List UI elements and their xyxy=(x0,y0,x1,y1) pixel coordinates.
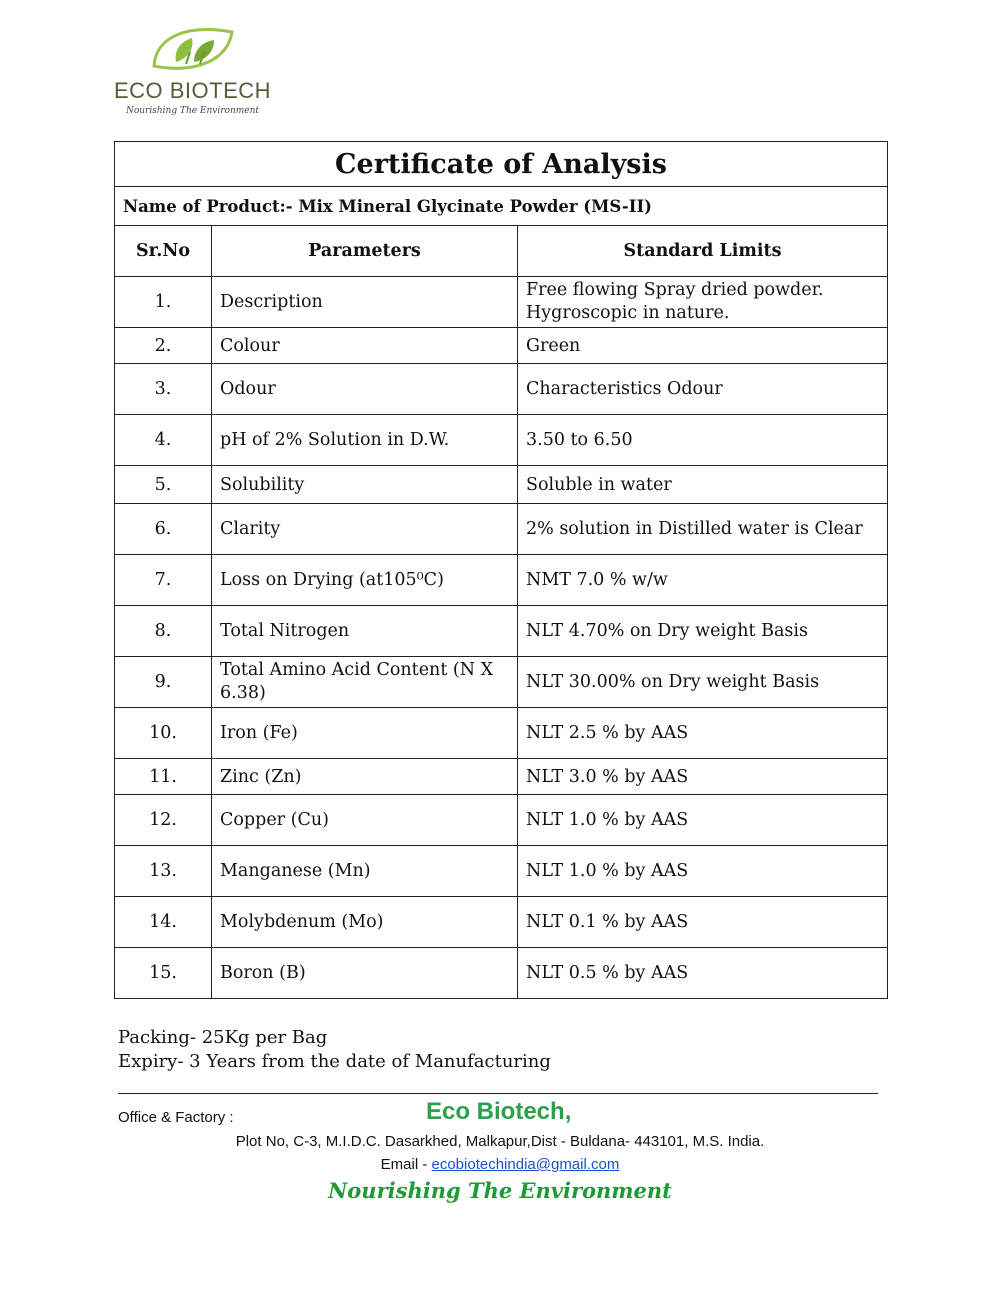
table-row xyxy=(115,846,888,897)
row-srno: 2. xyxy=(115,328,212,364)
row-limit: Green xyxy=(518,328,888,364)
row-limit: NLT 1.0 % by AAS xyxy=(518,795,888,846)
row-limit: NLT 30.00% on Dry weight Basis xyxy=(518,657,888,708)
email-link[interactable]: ecobiotechindia@gmail.com xyxy=(431,1156,620,1173)
row-limit: NLT 3.0 % by AAS xyxy=(518,759,888,795)
row-limit: 2% solution in Distilled water is Clear xyxy=(518,504,888,555)
row-srno: 7. xyxy=(115,555,212,606)
slogan: Nourishing The Environment xyxy=(328,1178,672,1203)
row-parameter: Solubility xyxy=(212,466,518,504)
column-header-parameters: Parameters xyxy=(212,226,518,277)
table-row xyxy=(115,555,888,606)
table-row xyxy=(115,657,888,708)
table-row xyxy=(115,606,888,657)
packing-note: Packing- 25Kg per Bag xyxy=(118,1027,328,1048)
leaf-icon xyxy=(148,22,238,78)
row-srno: 1. xyxy=(115,277,212,328)
row-parameter: Colour xyxy=(212,328,518,364)
row-parameter: Total Nitrogen xyxy=(212,606,518,657)
table-row xyxy=(115,504,888,555)
table-row xyxy=(115,759,888,795)
row-parameter: Clarity xyxy=(212,504,518,555)
table-row xyxy=(115,708,888,759)
row-limit: Soluble in water xyxy=(518,466,888,504)
row-limit: NLT 0.5 % by AAS xyxy=(518,948,888,999)
office-label: Office & Factory : xyxy=(118,1109,234,1126)
row-srno: 6. xyxy=(115,504,212,555)
row-parameter: Total Amino Acid Content (N X 6.38) xyxy=(212,657,518,708)
row-limit: Characteristics Odour xyxy=(518,364,888,415)
row-parameter: pH of 2% Solution in D.W. xyxy=(212,415,518,466)
row-limit: NLT 4.70% on Dry weight Basis xyxy=(518,606,888,657)
divider xyxy=(118,1093,878,1094)
row-parameter: Copper (Cu) xyxy=(212,795,518,846)
row-srno: 12. xyxy=(115,795,212,846)
address: Plot No, C-3, M.I.D.C. Dasarkhed, Malkapur,Dist - Buldana- 443101, M.S. India. xyxy=(235,1133,765,1150)
logo-tagline: Nourishing The Environment xyxy=(125,106,260,116)
expiry-note: Expiry- 3 Years from the date of Manufacturing xyxy=(118,1051,551,1072)
row-limit: Free flowing Spray dried powder. Hygroscopic in nature. xyxy=(518,277,888,328)
certificate-title: Certificate of Analysis xyxy=(115,142,888,187)
logo-name: ECO BIOTECH xyxy=(113,78,272,103)
table-row xyxy=(115,795,888,846)
row-parameter: Zinc (Zn) xyxy=(212,759,518,795)
row-srno: 9. xyxy=(115,657,212,708)
table-row xyxy=(115,897,888,948)
row-srno: 11. xyxy=(115,759,212,795)
row-srno: 14. xyxy=(115,897,212,948)
row-parameter: Loss on Drying (at105⁰C) xyxy=(212,555,518,606)
row-parameter: Description xyxy=(212,277,518,328)
row-srno: 10. xyxy=(115,708,212,759)
row-limit: NMT 7.0 % w/w xyxy=(518,555,888,606)
table-row xyxy=(115,466,888,504)
table-row xyxy=(115,948,888,999)
row-srno: 3. xyxy=(115,364,212,415)
row-parameter: Odour xyxy=(212,364,518,415)
row-parameter: Boron (B) xyxy=(212,948,518,999)
email-line xyxy=(0,1156,1000,1173)
row-srno: 13. xyxy=(115,846,212,897)
row-srno: 8. xyxy=(115,606,212,657)
company-name: Eco Biotech, xyxy=(426,1098,572,1125)
row-srno: 5. xyxy=(115,466,212,504)
column-header-srno: Sr.No xyxy=(115,226,212,277)
table-row xyxy=(115,277,888,328)
notes xyxy=(118,1026,551,1074)
row-parameter: Molybdenum (Mo) xyxy=(212,897,518,948)
row-srno: 15. xyxy=(115,948,212,999)
table-row xyxy=(115,328,888,364)
table-row xyxy=(115,364,888,415)
row-parameter: Manganese (Mn) xyxy=(212,846,518,897)
row-srno: 4. xyxy=(115,415,212,466)
row-limit: 3.50 to 6.50 xyxy=(518,415,888,466)
row-limit: NLT 0.1 % by AAS xyxy=(518,897,888,948)
email-label: Email - xyxy=(380,1156,432,1173)
table-row xyxy=(115,415,888,466)
analysis-table xyxy=(114,141,888,999)
company-logo xyxy=(110,22,275,122)
row-parameter: Iron (Fe) xyxy=(212,708,518,759)
column-header-limits: Standard Limits xyxy=(518,226,888,277)
row-limit: NLT 1.0 % by AAS xyxy=(518,846,888,897)
product-name: Name of Product:- Mix Mineral Glycinate Powder (MS-II) xyxy=(115,187,888,226)
row-limit: NLT 2.5 % by AAS xyxy=(518,708,888,759)
